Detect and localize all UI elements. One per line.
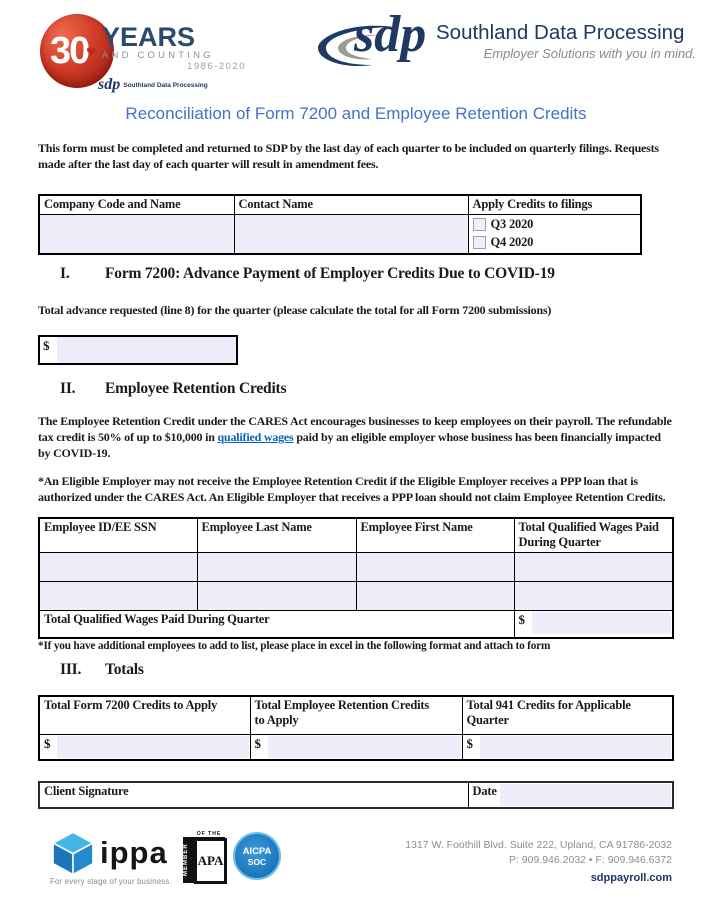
employee-id-field[interactable]: [39, 581, 197, 610]
total-erc-field[interactable]: [268, 736, 461, 758]
total-7200-field[interactable]: [57, 736, 249, 758]
section-3-heading: [60, 661, 144, 679]
advance-amount-box: [38, 335, 238, 365]
apa-of-the-label: OF THE: [193, 831, 225, 838]
section-2-heading: [60, 380, 286, 398]
employee-row: [39, 581, 673, 610]
dollar-sign: $: [466, 735, 473, 751]
additional-employees-note: *If you have additional employees to add to list, please place in excel in the following format and attach to form: [38, 640, 551, 652]
ippa-cube-icon: [50, 830, 96, 876]
employee-wages-table: [38, 517, 674, 639]
q4-2020-label: Q4 2020: [490, 235, 534, 249]
employee-first-name-field[interactable]: [356, 581, 514, 610]
employee-row: [39, 552, 673, 581]
employee-first-name-field[interactable]: [356, 552, 514, 581]
section-2-numeral: II.: [60, 380, 76, 397]
apa-member-badge: [183, 831, 227, 885]
contact-name-field[interactable]: [234, 214, 468, 254]
date-label: Date: [472, 784, 497, 798]
address-line-1: 1317 W. Foothill Blvd. Suite 222, Upland, CA 91786-2032: [405, 839, 672, 851]
address-line-2: P: 909.946.2032 • F: 909.946.6372: [508, 854, 672, 866]
erc-text-after-link: paid by an eligible employer whose business has been financially impacted by COVID-19.: [38, 430, 661, 460]
company-tagline: Employer Solutions with you in mind.: [483, 46, 696, 61]
total-941-field[interactable]: [480, 736, 672, 758]
company-info-table: [38, 194, 642, 255]
section-1-numeral: I.: [60, 265, 70, 282]
employee-id-header: Employee ID/EE SSN: [39, 518, 197, 552]
section-1-heading: [60, 265, 555, 283]
ppp-note: *An Eligible Employer may not receive the Employee Retention Credit if the Eligible Employer receives a PPP loan that is authorized under the CARES Act. An Eligible Employer that receives a PPP loan should not claim Employee Retention Credits.: [38, 474, 666, 504]
dollar-sign: $: [518, 611, 525, 627]
heart-icon: ♥: [86, 42, 97, 61]
footer-address: [405, 838, 672, 886]
total-erc-header: Total Employee Retention Credits to Apply: [250, 696, 462, 734]
dollar-sign: $: [254, 735, 261, 751]
qualified-wages-link[interactable]: qualified wages: [217, 430, 294, 444]
employee-id-field[interactable]: [39, 552, 197, 581]
employee-last-name-field[interactable]: [197, 581, 356, 610]
soc-label: SOC: [247, 856, 267, 867]
q3-2020-label: Q3 2020: [490, 217, 534, 231]
erc-description: [38, 413, 674, 461]
q3-2020-option[interactable]: [473, 216, 637, 234]
erc-text-before-link: The Employee Retention Credit under the CARES Act encourages businesses to keep employees on their payroll. The refundable tax credit is 50% of up to $10,000 in: [38, 414, 672, 444]
apa-member-label: MEMBER: [183, 837, 194, 883]
dollar-sign: $: [43, 338, 50, 353]
section-3-title: Totals: [105, 661, 144, 678]
employee-first-name-header: Employee First Name: [356, 518, 514, 552]
apply-credits-header: Apply Credits to filings: [468, 195, 641, 214]
ippa-logo: [50, 830, 175, 888]
company-code-field[interactable]: [39, 214, 234, 254]
employee-wages-field[interactable]: [514, 581, 673, 610]
anniversary-number: 30: [50, 30, 89, 72]
section-2-title: Employee Retention Credits: [105, 380, 287, 397]
aicpa-label: AICPA: [242, 845, 272, 857]
website-link[interactable]: sdppayroll.com: [590, 872, 672, 884]
q4-2020-option[interactable]: [473, 234, 637, 252]
checkbox-q4-2020[interactable]: [473, 236, 486, 249]
sdp-script-logo: sdp: [98, 76, 121, 93]
ippa-wordmark: ippa: [100, 835, 168, 870]
anniversary-counting-label: AND COUNTING: [102, 50, 214, 61]
section-3-numeral: III.: [60, 661, 82, 678]
contact-name-header: Contact Name: [234, 195, 468, 214]
anniversary-brand-name: Southland Data Processing: [123, 81, 208, 89]
qualified-wages-header: Total Qualified Wages Paid During Quarter: [514, 518, 673, 552]
client-signature-label[interactable]: Client Signature: [39, 782, 468, 808]
employee-wages-field[interactable]: [514, 552, 673, 581]
section-1-title: Form 7200: Advance Payment of Employer Credits Due to COVID-19: [105, 265, 555, 282]
date-field[interactable]: [500, 784, 671, 806]
aicpa-soc-badge: [233, 832, 281, 880]
intro-paragraph: This form must be completed and returned to SDP by the last day of each quarter to be included on quarterly filings. Requests made after the last day of each quarter will result in amendment fees.: [38, 141, 659, 171]
sdp-wordmark: sdp: [354, 6, 427, 63]
advance-amount-field[interactable]: [57, 337, 236, 363]
company-code-header: Company Code and Name: [39, 195, 234, 214]
anniversary-years-label: YEARS: [102, 22, 196, 52]
total-wages-field[interactable]: [532, 612, 672, 634]
total-941-header: Total 941 Credits for Applicable Quarter: [462, 696, 673, 734]
ippa-tagline: For every stage of your business.: [50, 877, 172, 886]
totals-table: [38, 695, 674, 761]
anniversary-date-range: 1986-2020: [187, 61, 246, 72]
company-logo: [316, 6, 696, 83]
checkbox-q3-2020[interactable]: [473, 218, 486, 231]
website-dot: .: [646, 872, 650, 884]
employee-last-name-field[interactable]: [197, 552, 356, 581]
signature-table: [38, 781, 674, 809]
employee-last-name-header: Employee Last Name: [197, 518, 356, 552]
company-name: Southland Data Processing: [436, 21, 685, 44]
page-title: Reconciliation of Form 7200 and Employee Retention Credits: [125, 104, 587, 123]
anniversary-logo: [40, 12, 255, 96]
dollar-sign: $: [44, 735, 51, 751]
total-wages-label: Total Qualified Wages Paid During Quarter: [39, 610, 514, 638]
apa-letters: APA: [194, 838, 227, 884]
section-1-instruction: Total advance requested (line 8) for the quarter (please calculate the total for all Form 7200 submissions): [38, 303, 552, 317]
total-7200-header: Total Form 7200 Credits to Apply: [39, 696, 250, 734]
